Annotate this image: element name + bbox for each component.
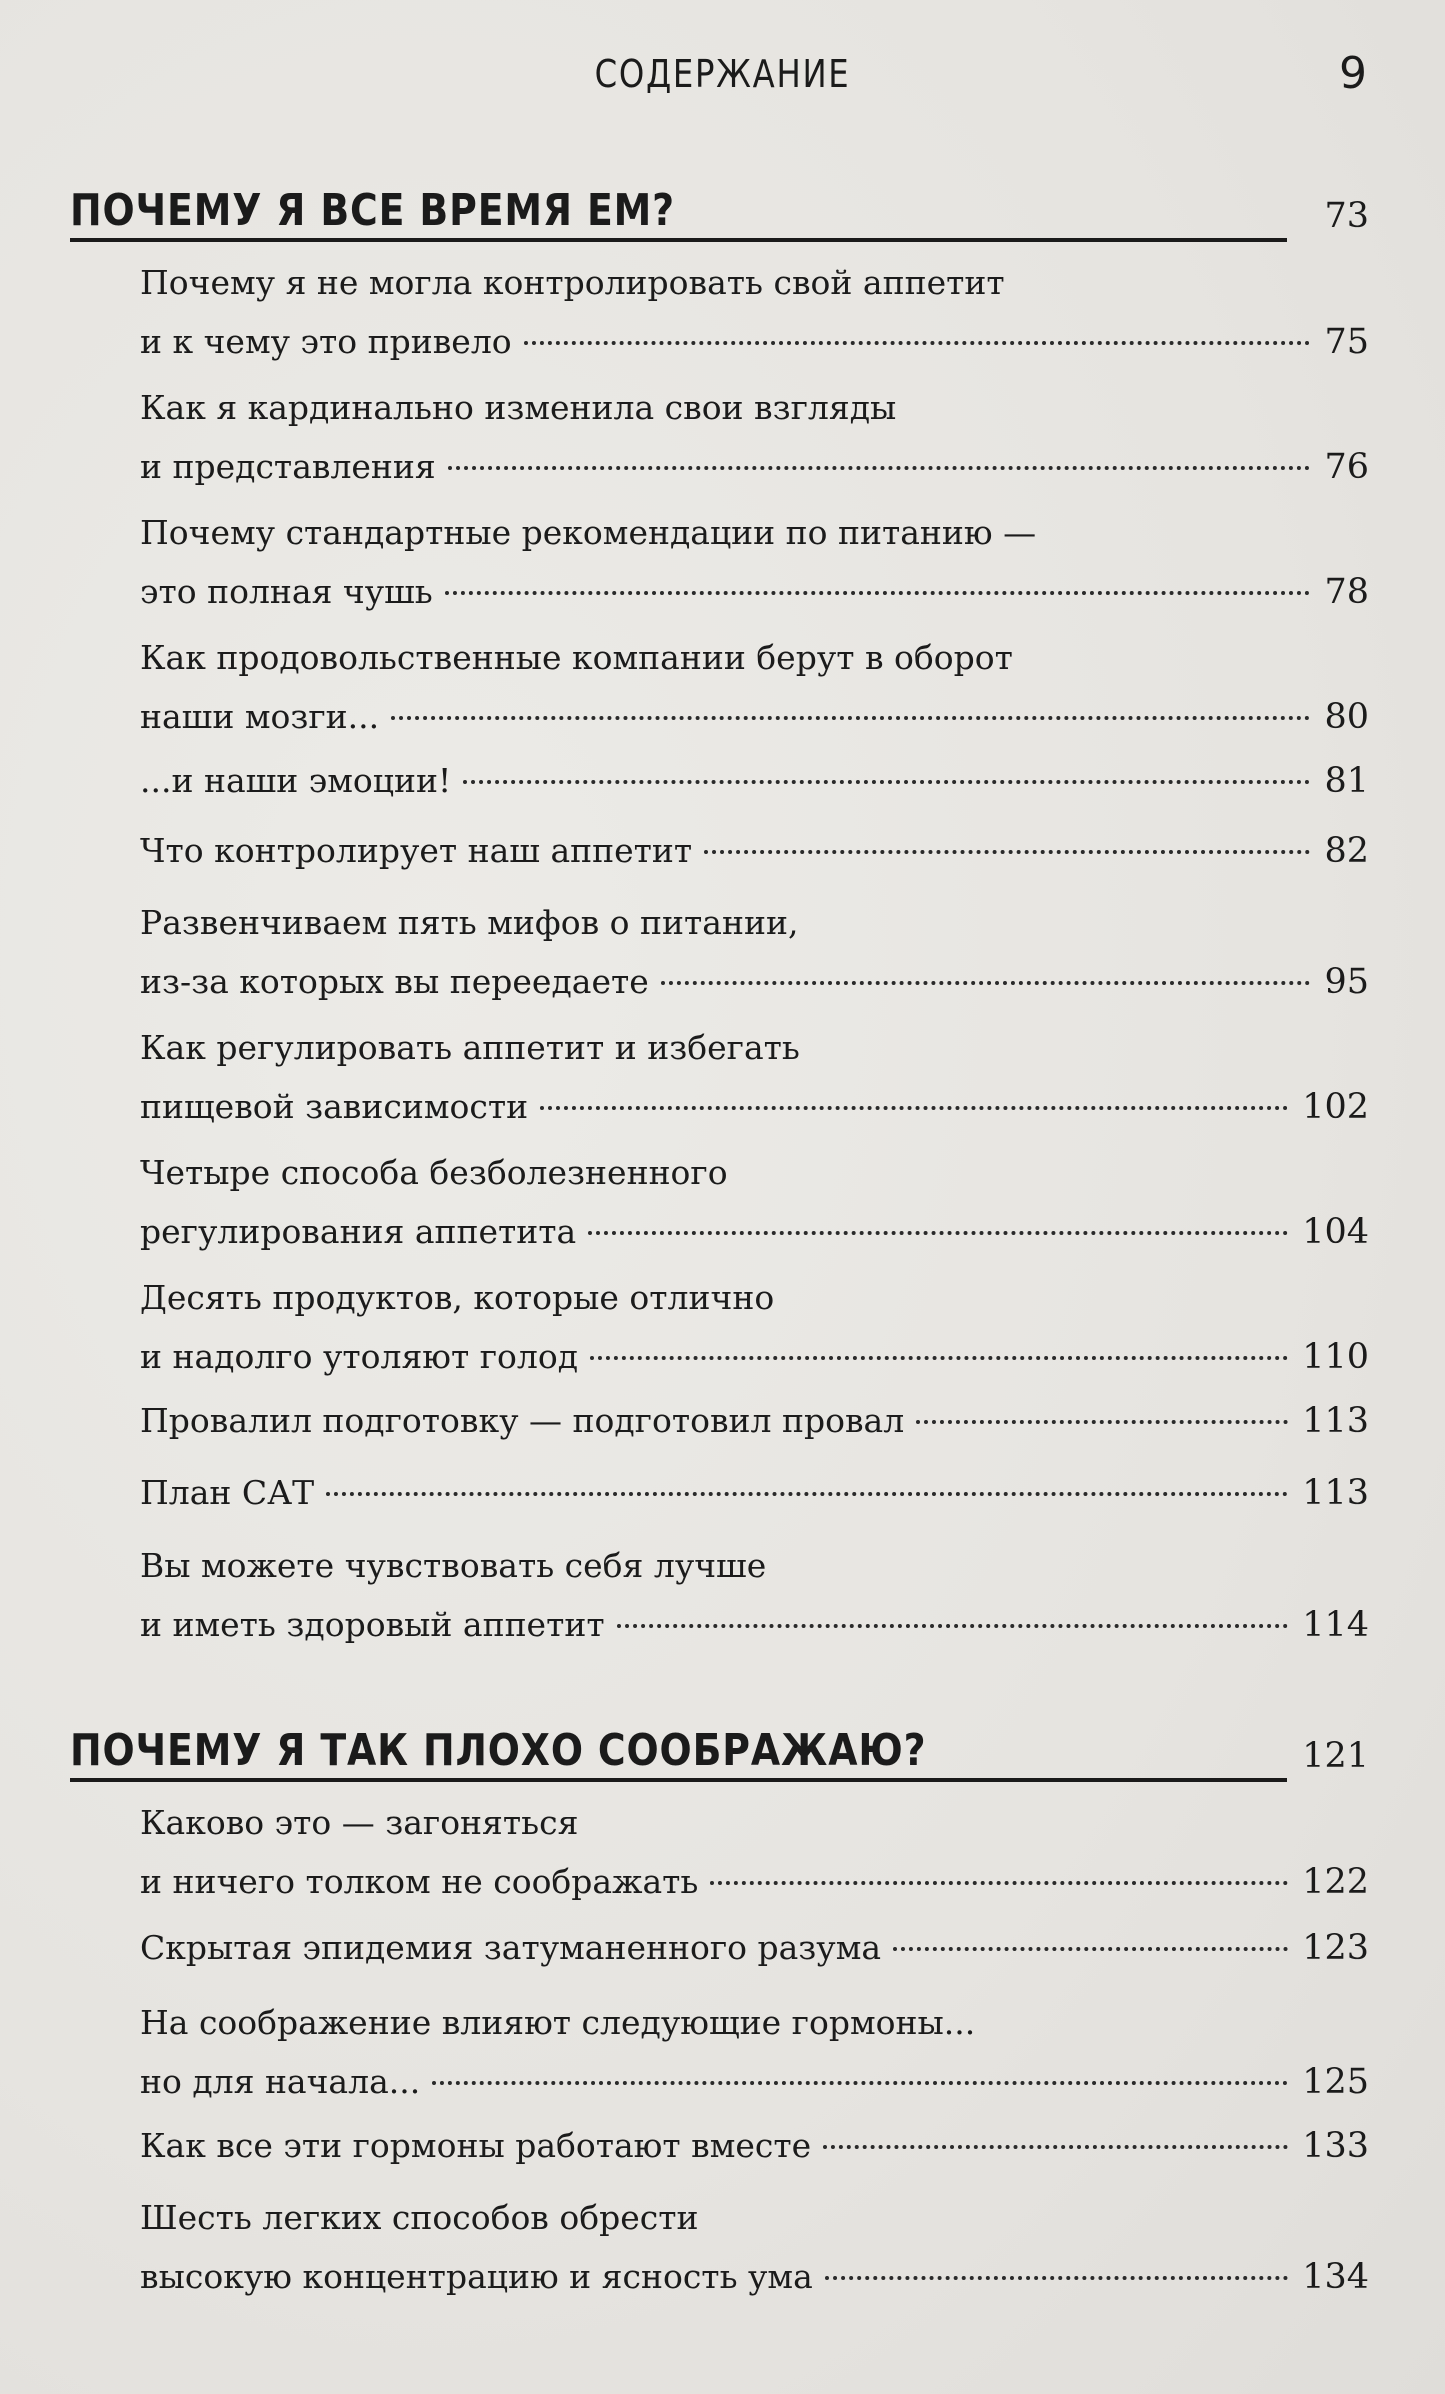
entry-title-last-line: регулирования аппетита — [140, 1212, 577, 1251]
dot-leader — [704, 850, 1310, 854]
entry-title-line: Почему я не могла контролировать свой аппетит — [140, 263, 1005, 302]
dot-leader — [916, 1420, 1288, 1424]
entry-page-number: 125 — [1302, 2062, 1369, 2102]
toc-entry[interactable] — [140, 893, 1369, 1012]
toc-entry[interactable] — [140, 1018, 1369, 1137]
toc-entry[interactable] — [140, 1993, 1369, 2112]
toc-entry[interactable] — [140, 378, 1369, 497]
entry-title-last-line: План САТ — [140, 1473, 315, 1512]
dot-leader — [710, 1881, 1288, 1885]
entry-page-number: 114 — [1302, 1605, 1369, 1645]
chapter-title: ПОЧЕМУ Я ВСЕ ВРЕМЯ ЕМ? — [70, 185, 675, 236]
chapter-heading[interactable] — [70, 1718, 1369, 1782]
toc-entry[interactable] — [140, 1536, 1369, 1655]
page-number: 9 — [1339, 48, 1367, 99]
entry-title-line: Как регулировать аппетит и избегать — [140, 1028, 800, 1067]
entry-page-number: 110 — [1302, 1337, 1369, 1377]
running-title: СОДЕРЖАНИЕ — [594, 52, 851, 96]
toc-entry[interactable] — [140, 1918, 1369, 1978]
entry-page-number: 95 — [1324, 962, 1369, 1002]
entry-page-number: 123 — [1302, 1928, 1369, 1968]
entry-page-number: 122 — [1302, 1862, 1369, 1902]
entry-title-line: Как продовольственные компании берут в оборот — [140, 638, 1013, 677]
dot-leader — [463, 780, 1310, 784]
dot-leader — [432, 2081, 1288, 2085]
entry-title-last-line: наши мозги... — [140, 697, 380, 736]
entry-title-line: Десять продуктов, которые отлично — [140, 1278, 775, 1317]
entry-title-last-line: Что контролирует наш аппетит — [140, 831, 693, 870]
toc-entry[interactable] — [140, 1793, 1369, 1912]
chapter-heading[interactable] — [70, 178, 1369, 242]
toc-entry[interactable] — [140, 1391, 1369, 1451]
entry-title-last-line: Как все эти гормоны работают вместе — [140, 2126, 812, 2165]
entry-title-line: На соображение влияют следующие гормоны... — [140, 2003, 976, 2042]
toc-entry[interactable] — [140, 2116, 1369, 2176]
dot-leader — [823, 2145, 1288, 2149]
entry-page-number: 75 — [1324, 322, 1369, 362]
chapter-page-number: 73 — [1324, 196, 1369, 236]
entry-title-last-line: это полная чушь — [140, 572, 433, 611]
entry-title-line: Как я кардинально изменила свои взгляды — [140, 388, 897, 427]
dot-leader — [825, 2276, 1288, 2280]
dot-leader — [391, 716, 1310, 720]
entry-page-number: 133 — [1302, 2126, 1369, 2166]
entry-title-line: Шесть легких способов обрести — [140, 2198, 699, 2237]
entry-page-number: 80 — [1324, 697, 1369, 737]
entry-title-line: Почему стандартные рекомендации по питанию — — [140, 513, 1037, 552]
dot-leader — [540, 1106, 1288, 1110]
chapter-rule — [70, 1778, 1287, 1782]
entry-page-number: 113 — [1302, 1401, 1369, 1441]
entry-page-number: 104 — [1302, 1212, 1369, 1252]
entry-page-number: 82 — [1324, 831, 1369, 871]
entry-title-last-line: и надолго утоляют голод — [140, 1337, 579, 1376]
entry-page-number: 134 — [1302, 2257, 1369, 2297]
dot-leader — [590, 1356, 1288, 1360]
toc-entry[interactable] — [140, 628, 1369, 747]
toc-entry[interactable] — [140, 751, 1369, 811]
entry-title-line: Каково это — загоняться — [140, 1803, 579, 1842]
toc-entry[interactable] — [140, 1143, 1369, 1262]
entry-title-last-line: Провалил подготовку — подготовил провал — [140, 1401, 905, 1440]
dot-leader — [661, 981, 1311, 985]
dot-leader — [588, 1231, 1288, 1235]
entry-title-last-line: из-за которых вы переедаете — [140, 962, 649, 1001]
toc-entry[interactable] — [140, 2188, 1369, 2307]
chapter-rule — [70, 238, 1287, 242]
entry-title-last-line: ...и наши эмоции! — [140, 761, 452, 800]
entry-page-number: 102 — [1302, 1087, 1369, 1127]
entry-page-number: 78 — [1324, 572, 1369, 612]
entry-title-last-line: Скрытая эпидемия затуманенного разума — [140, 1928, 882, 1967]
entry-title-line: Вы можете чувствовать себя лучше — [140, 1546, 767, 1585]
entry-page-number: 81 — [1324, 761, 1369, 801]
entry-title-last-line: и представления — [140, 447, 436, 486]
dot-leader — [445, 591, 1311, 595]
toc-entry[interactable] — [140, 1268, 1369, 1387]
entry-title-last-line: но для начала... — [140, 2062, 421, 2101]
entry-title-line: Развенчиваем пять мифов о питании, — [140, 903, 799, 942]
dot-leader — [524, 341, 1311, 345]
toc-entry[interactable] — [140, 503, 1369, 622]
dot-leader — [326, 1492, 1288, 1496]
chapter-title: ПОЧЕМУ Я ТАК ПЛОХО СООБРАЖАЮ? — [70, 1725, 927, 1776]
chapter-page-number: 121 — [1302, 1736, 1369, 1776]
dot-leader — [617, 1624, 1289, 1628]
toc-entry[interactable] — [140, 821, 1369, 881]
toc-entry[interactable] — [140, 253, 1369, 372]
entry-title-last-line: и иметь здоровый аппетит — [140, 1605, 605, 1644]
entry-title-last-line: пищевой зависимости — [140, 1087, 529, 1126]
entry-title-last-line: и к чему это привело — [140, 322, 512, 361]
entry-page-number: 113 — [1302, 1473, 1369, 1513]
entry-title-last-line: высокую концентрацию и ясность ума — [140, 2257, 813, 2296]
entry-page-number: 76 — [1324, 447, 1369, 487]
dot-leader — [448, 466, 1311, 470]
toc-entry[interactable] — [140, 1463, 1369, 1523]
entry-title-line: Четыре способа безболезненного — [140, 1153, 728, 1192]
dot-leader — [893, 1947, 1288, 1951]
entry-title-last-line: и ничего толком не соображать — [140, 1862, 699, 1901]
